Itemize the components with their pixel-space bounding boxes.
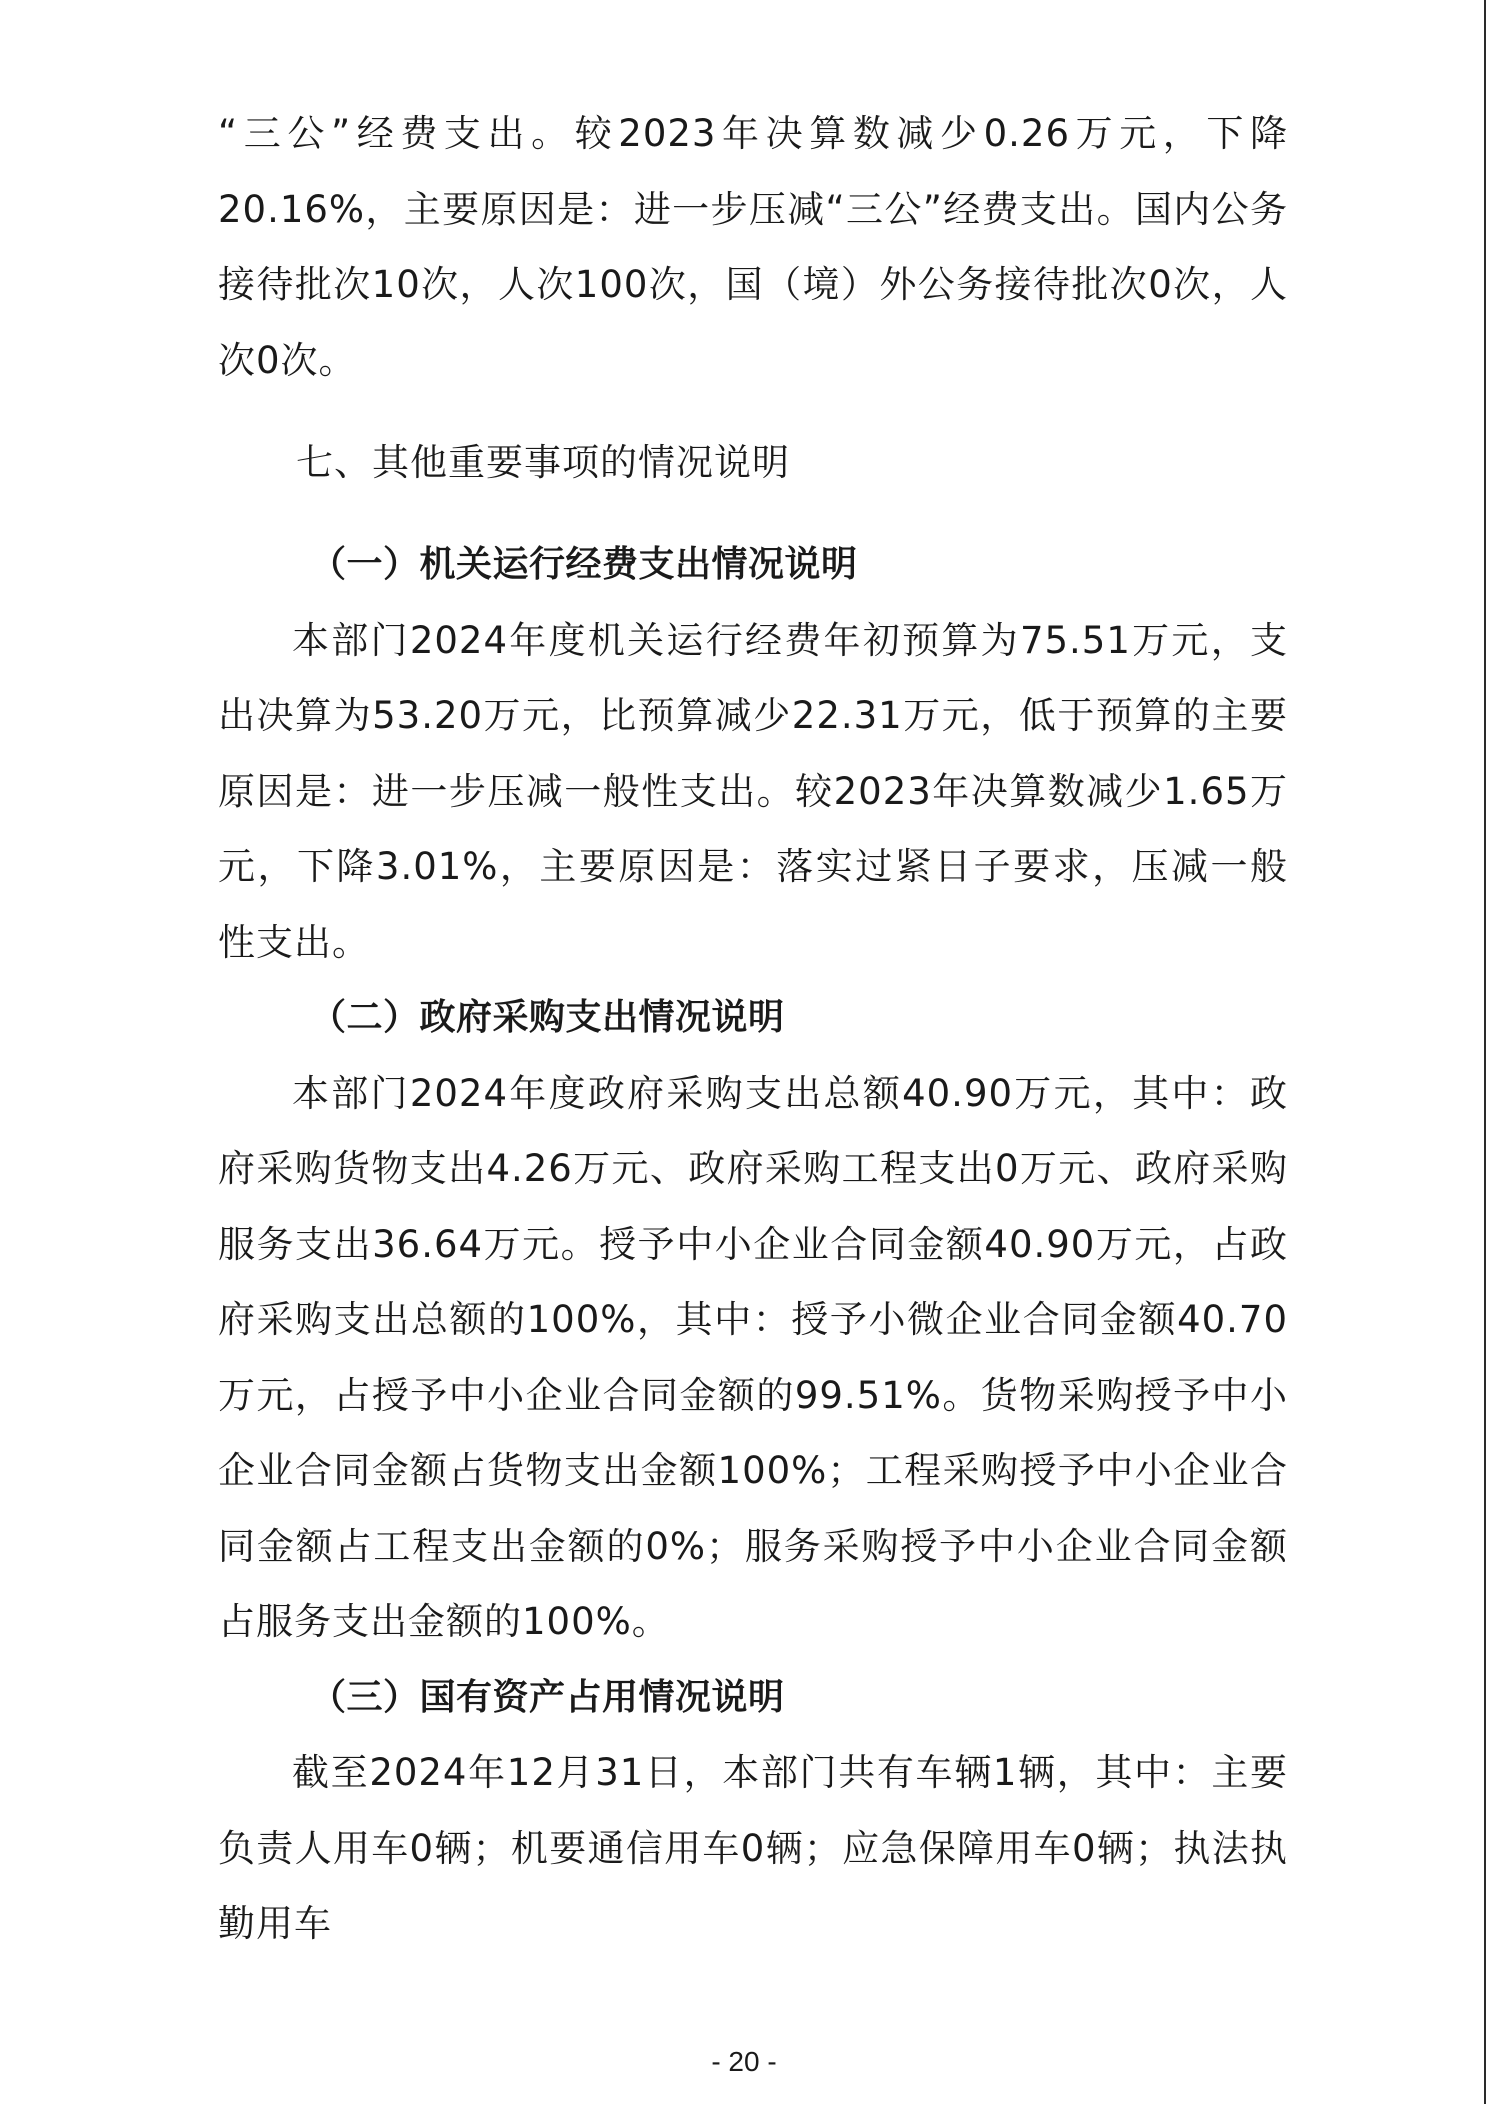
subsection-title-state-assets: （三）国有资产占用情况说明 [310, 1676, 785, 1718]
subsection-title-procurement: （二）政府采购支出情况说明 [310, 997, 785, 1038]
page-right-border [1484, 0, 1486, 2104]
paragraph-sangong-summary: “三公”经费支出。较2023年决算数减少0.26万元，下降20.16%，主要原因是：进一步压减“三公”经费支出。国内公务接待批次10次，人次100次，国（境）外公务接待批次0次，人次0次。 [218, 112, 1288, 382]
paragraph-procurement: 本部门2024年度政府采购支出总额40.90万元，其中：政府采购货物支出4.26万元、政府采购工程支出0万元、政府采购服务支出36.64万元。授予中小企业合同金额40.90万元，占政府采购支出总额的100%，其中：授予小微企业合同金额40.70万元，占授予中小企业合同金额的99.51%。货物采购授予中小企业合同金额占货物支出金额100%；工程采购授予中小企业合同金额占工程支出金额的0%；服务采购授予中小企业合同金额占服务支出金额的100%。 [218, 1071, 1288, 1643]
paragraph-operating-expenses: 本部门2024年度机关运行经费年初预算为75.51万元，支出决算为53.20万元，比预算减少22.31万元，低于预算的主要原因是：进一步压减一般性支出。较2023年决算数减少1.65万元，下降3.01%，主要原因是：落实过紧日子要求，压减一般性支出。 [218, 618, 1288, 964]
section-title-other-matters: 七、其他重要事项的情况说明 [296, 441, 790, 484]
document-body [218, 96, 1288, 1962]
paragraph-state-assets: 截至2024年12月31日，本部门共有车辆1辆，其中：主要负责人用车0辆；机要通信用车0辆；应急保障用车0辆；执法执勤用车 [218, 1751, 1288, 1945]
subsection-title-operating-expenses: （一）机关运行经费支出情况说明 [310, 544, 858, 585]
page-number: - 20 - [711, 2046, 777, 2077]
